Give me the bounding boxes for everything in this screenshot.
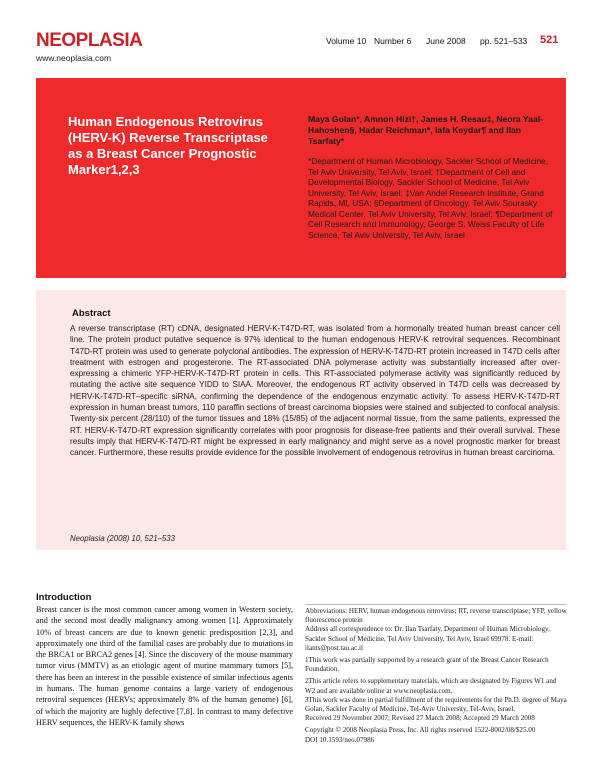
journal-website[interactable]: www.neoplasia.com — [36, 53, 112, 63]
title-banner — [36, 78, 566, 278]
article-title: Human Endogenous Retrovirus (HERV-K) Reverse Transcriptase as a Breast Cancer Prognostic Marker1,2,3 — [68, 114, 268, 177]
received-dates: Received 29 November 2007; Revised 27 March 2008; Accepted 29 March 2008 — [305, 714, 535, 723]
issue-date-label: June 2008 — [426, 36, 466, 46]
abstract-text: A reverse transcriptase (RT) cDNA, designated HERV-K-T47D-RT, was isolated from a hormonally treated human breast cancer cell line. The protein product putative sequence is 97% identical to the human endogenous HERV-K retroviral sequences. Recombinant T47D-RT protein was used to generate polyclonal antibodies. The expression of HERV-K-T47D-RT protein increased in T47D cells after treatment with estrogen and progesterone. The RT-associated DNA polymerase activity was substantially increased after over-expressing a chimeric YFP-HERV-K-T47D-RT protein in cells. This RT-associated polymerase activity was significantly reduced by mutating the active site sequence YIDD to SIAA. Moreover, the endogenous RT activity observed in T47D cells was decreased by HERV-K-T47D-RT–specific siRNA, confirming the dependence of the endogenous enzymatic activity. To assess HERV-K-T47D-RT expression in human breast tumors, 110 paraffin sections of breast carcinoma biopsies were stained and subjected to confocal analysis. Twenty-six percent (28/110) of the tumor tissues and 18% (15/85) of the adjacent normal tissue, from the same patients, expressed the RT. HERV-K-T47D-RT expression significantly correlates with poor prognosis for disease-free patients and their overall survival. These results imply that HERV-K-T47D-RT might be expressed in early malignancy and might serve as a novel prognostic marker for breast cancer. Furthermore, these results provide evidence for the possible involvement of endogenous retrovirus in human breast carcinoma. — [70, 324, 560, 458]
volume-label: Volume 10 — [326, 36, 367, 46]
footnote-2: 2This article refers to supplementary materials, which are designated by Figures W1 and W2 and are available online at www.neoplasia.com. — [305, 677, 557, 695]
doi-line: DOI 10.1593/neo.07986 — [305, 735, 375, 744]
page-range-label: pp. 521–533 — [480, 36, 528, 46]
footnotes — [305, 607, 567, 745]
footnote-1: 1This work was partially supported by a research grant of the Breast Cancer Research Foundation. — [305, 656, 549, 674]
footnote-divider — [305, 604, 567, 605]
footnote-3: 3This work was done in partial fulfillment of the requirements for the Ph.D. degree of Maya Golan, Sackler Faculty of Medicine, Tel-Aviv University, Tel-Aviv, Israel. — [305, 695, 567, 714]
correspondence-note: Address all correspondence to: Dr. Ilan Tsarfaty, Department of Human Microbiology, Sackler School of Medicine, Tel Aviv University, Tel Aviv, Israel 69978. E-mail: ilants@post.tau.ac.il — [305, 625, 550, 652]
citation-line: Neoplasia (2008) 10, 521–533 — [70, 534, 175, 543]
affiliations: *Department of Human Microbiology, Sackler School of Medicine, Tel Aviv University, Tel Aviv, Israel; †Department of Cell and Developmental Biology, Sackler School of Medicine, Tel Aviv University, Tel Aviv, Israel; ‡Van Andel Research Institute, Grand Rapids, MI, USA; §Department of Oncology, Tel Aviv Sourasky Medical Center, Tel Aviv University, Tel Aviv, Israel; ¶Department of Cell Research and Immunology, George S. Weiss Faculty of Life Science, Tel Aviv University, Tel Aviv, Israel — [308, 156, 553, 240]
page-number: 521 — [540, 34, 559, 46]
journal-logo: NEOPLASIA — [36, 30, 143, 51]
abstract-section — [36, 290, 566, 550]
issue-number-label: Number 6 — [374, 36, 412, 46]
author-list: Maya Golan*, Amnon Hizi†, James H. Resau‡, Neora Yaal-Hahoshen§, Hadar Reichman*, Iafa Keydar¶ and Ilan Tsarfaty* — [308, 114, 543, 146]
introduction-text: Breast cancer is the most common cancer among women in Western society, and the second most deadly malignancy among women [1]. Approximately 10% of breast cancers are due to known genetic predisposition [2,3], and approximately one third of the familial cases are probably due to mutations in the BRCA1 or BRCA2 genes [4]. Since the discovery of the mouse mammary tumor virus (MMTV) as an etiologic agent of murine mammary tumors [5], there has been an interest in the possible existence of similar infectious agents in humans. The human genome contains a large variety of endogenous retroviral sequences (HERVs; approximately 8% of the human genome) [6], of which the majority are highly defective [7,8]. In contrast to many defective HERV sequences, the HERV-K family shows — [36, 605, 293, 727]
introduction-heading: Introduction — [36, 592, 92, 603]
abbreviations-note: Abbreviations: HERV, human endogenous retrovirus; RT, reverse transcriptase; YFP, yellow fluorescence protein — [305, 607, 567, 625]
abstract-heading: Abstract — [72, 308, 111, 319]
copyright-line: Copyright © 2008 Neoplasia Press, Inc. All rights reserved 1522-8002/08/$25.00 — [305, 726, 536, 735]
